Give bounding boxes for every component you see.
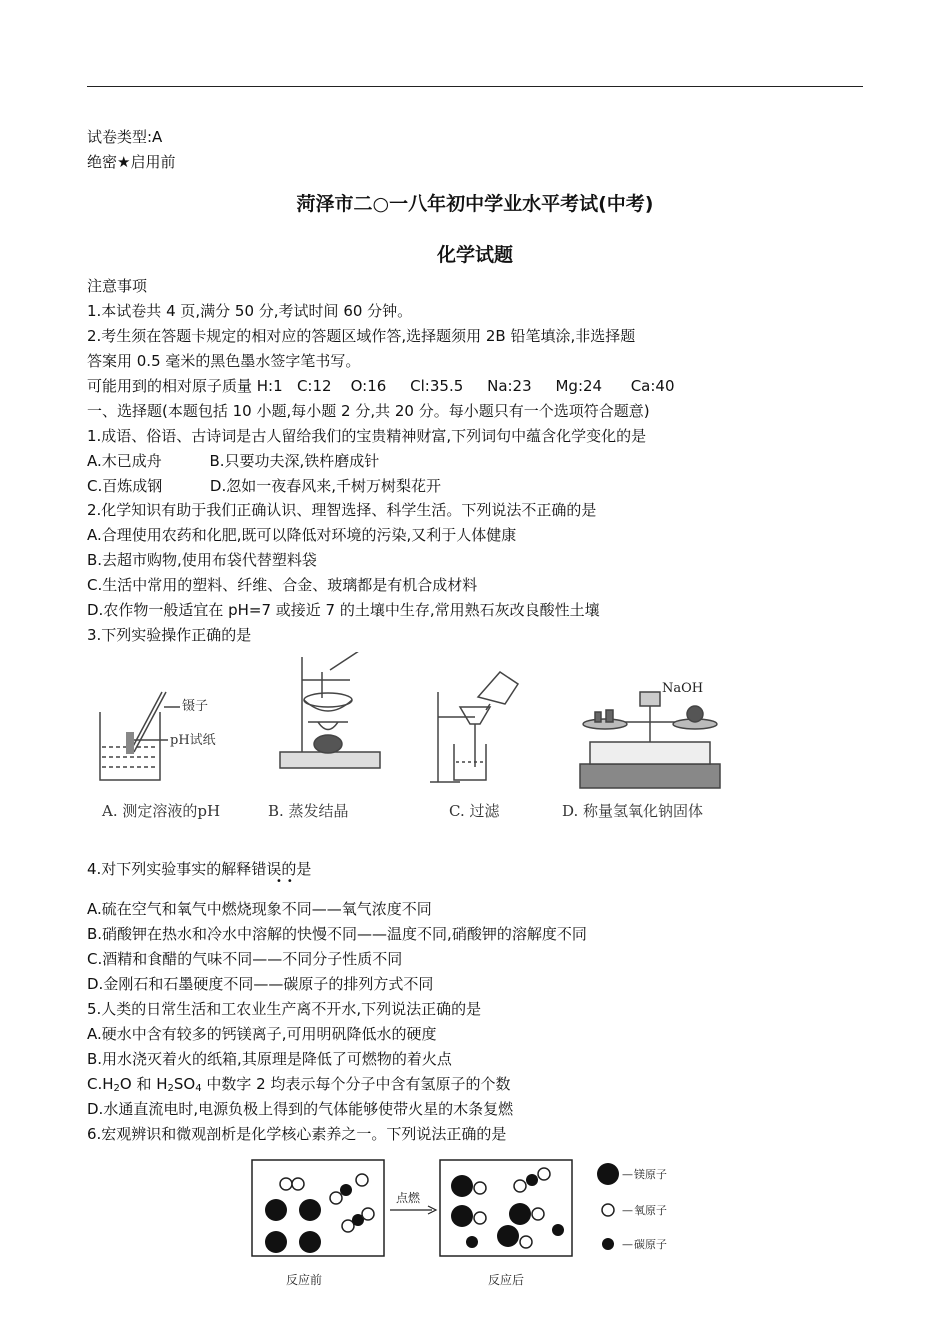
question-3-stem: 3.下列实验操作正确的是 [87,626,252,644]
legend-oxygen: 氧原子 [634,1204,667,1217]
question-5-stem: 5.人类的日常生活和工农业生产离不开水,下列说法正确的是 [87,1000,482,1018]
page-title: 菏泽市二○一八年初中学业水平考试(中考) [296,193,654,215]
header-rule [87,86,863,87]
svg-text:—: — [622,1238,633,1251]
question-6-stem: 6.宏观辨识和微观剖析是化学核心素养之一。下列说法正确的是 [87,1125,507,1143]
question-4-option-c: C.酒精和食醋的气味不同——不同分子性质不同 [87,950,403,968]
question-2-option-c: C.生活中常用的塑料、纤维、合金、玻璃都是有机合成材料 [87,576,478,594]
question-5-option-a: A.硬水中含有较多的钙镁离子,可用明矾降低水的硬度 [87,1025,437,1043]
question-1-options-cd: C.百炼成钢 D.忽如一夜春风来,千树万树梨花开 [87,477,442,495]
arrow-label: 点燃 [396,1191,421,1205]
question-2-option-a: A.合理使用农药和化肥,既可以降低对环境的污染,又利于人体健康 [87,526,517,544]
legend-carbon: 碳原子 [634,1238,667,1251]
question-5-option-c: C.H2O 和 H2SO4 中数字 2 均表示每个分子中含有氢原子的个数 [87,1075,511,1094]
note-item: 1.本试卷共 4 页,满分 50 分,考试时间 60 分钟。 [87,302,413,320]
label-naoh: NaOH [662,681,704,696]
evaporation-drawing [280,652,380,768]
notes-heading: 注意事项 [87,277,148,295]
question-1-options-ab: A.木已成舟 B.只要功夫深,铁杵磨成针 [87,452,380,470]
svg-text:—: — [622,1204,633,1217]
beaker-ph-drawing [100,692,180,780]
section-heading: 一、选择题(本题包括 10 小题,每小题 2 分,共 20 分。每小题只有一个选项符合题意) [87,402,650,420]
question-2-option-b: B.去超市购物,使用布袋代替塑料袋 [87,551,317,569]
q3-apparatus-figure [90,652,730,792]
question-4-option-b: B.硝酸钾在热水和冷水中溶解的快慢不同——温度不同,硝酸钾的溶解度不同 [87,925,587,943]
question-1-stem: 1.成语、俗语、古诗词是古人留给我们的宝贵精神财富,下列词句中蕴含化学变化的是 [87,427,647,445]
q3-caption-b: B. 蒸发结晶 [268,802,349,820]
svg-text:—: — [622,1168,633,1181]
note-item: 答案用 0.5 毫米的黑色墨水签字笔书写。 [87,352,361,370]
label-before: 反应前 [286,1273,323,1287]
question-4-stem: 4.对下列实验事实的解释错误的是 [87,860,312,878]
label-tweezers: 镊子 [182,699,209,714]
question-2-stem: 2.化学知识有助于我们正确认识、理智选择、科学生活。下列说法不正确的是 [87,501,597,519]
note-item: 2.考生须在答题卡规定的相对应的答题区域作答,选择题须用 2B 铅笔填涂,非选择题 [87,327,636,345]
label-after: 反应后 [488,1273,525,1287]
question-4-option-d: D.金刚石和石墨硬度不同——碳原子的排列方式不同 [87,975,434,993]
paper-type: 试卷类型:A [87,128,163,146]
q3-caption-c: C. 过滤 [449,802,500,820]
page-subtitle: 化学试题 [436,244,513,266]
balance-drawing [580,692,720,788]
atomic-masses: 可能用到的相对原子质量 H:1 C:12 O:16 Cl:35.5 Na:23 Mg:24 Ca:40 [87,377,675,395]
q3-caption-a: A. 测定溶液的pH [102,802,221,820]
filtration-drawing [430,672,518,782]
question-5-option-b: B.用水浇灭着火的纸箱,其原理是降低了可燃物的着火点 [87,1050,452,1068]
legend-magnesium: 镁原子 [634,1168,667,1181]
q6-reaction-figure [250,1158,700,1288]
q3-caption-d: D. 称量氢氧化钠固体 [562,802,704,820]
question-4-option-a: A.硫在空气和氧气中燃烧现象不同——氧气浓度不同 [87,900,432,918]
emphasis-dots: •• [276,876,298,887]
secret-level: 绝密★启用前 [87,153,176,171]
question-5-option-d: D.水通直流电时,电源负极上得到的气体能够使带火星的木条复燃 [87,1100,514,1118]
label-ph-paper: pH试纸 [170,733,216,748]
question-2-option-d: D.农作物一般适宜在 pH=7 或接近 7 的土壤中生存,常用熟石灰改良酸性土壤 [87,601,600,619]
